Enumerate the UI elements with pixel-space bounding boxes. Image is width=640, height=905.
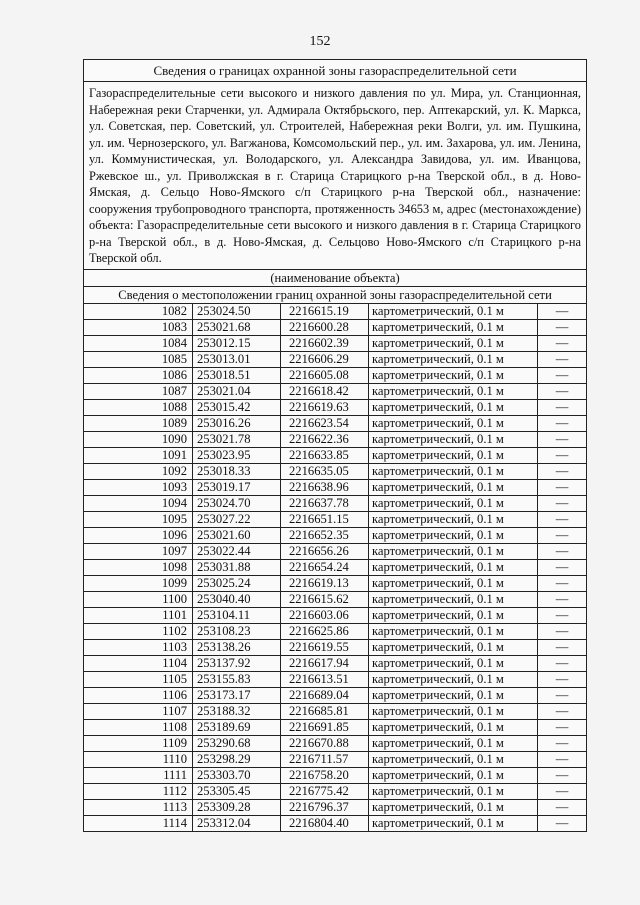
coord-y: 2216638.96 xyxy=(281,479,369,495)
coord-y: 2216615.62 xyxy=(281,591,369,607)
method-cell: картометрический, 0.1 м xyxy=(369,751,538,767)
point-number: 1091 xyxy=(84,447,193,463)
method-cell: картометрический, 0.1 м xyxy=(369,351,538,367)
table-row xyxy=(84,799,586,815)
coord-x: 253024.50 xyxy=(193,304,281,320)
method-cell: картометрический, 0.1 м xyxy=(369,367,538,383)
coord-y: 2216615.19 xyxy=(281,304,369,320)
method-cell: картометрический, 0.1 м xyxy=(369,623,538,639)
method-cell: картометрический, 0.1 м xyxy=(369,319,538,335)
coord-y: 2216618.42 xyxy=(281,383,369,399)
point-number: 1109 xyxy=(84,735,193,751)
coord-x: 253303.70 xyxy=(193,767,281,783)
coord-y: 2216691.85 xyxy=(281,719,369,735)
description-cell: — xyxy=(538,687,587,703)
coord-y: 2216600.28 xyxy=(281,319,369,335)
table-row xyxy=(84,623,586,639)
description-cell: — xyxy=(538,799,587,815)
table-row xyxy=(84,479,586,495)
point-number: 1104 xyxy=(84,655,193,671)
coord-y: 2216603.06 xyxy=(281,607,369,623)
description-cell: — xyxy=(538,495,587,511)
coord-x: 253021.60 xyxy=(193,527,281,543)
point-number: 1095 xyxy=(84,511,193,527)
method-cell: картометрический, 0.1 м xyxy=(369,495,538,511)
point-number: 1087 xyxy=(84,383,193,399)
table-row xyxy=(84,399,586,415)
point-number: 1093 xyxy=(84,479,193,495)
coord-y: 2216637.78 xyxy=(281,495,369,511)
description-cell: — xyxy=(538,351,587,367)
point-number: 1106 xyxy=(84,687,193,703)
method-cell: картометрический, 0.1 м xyxy=(369,783,538,799)
description-cell: — xyxy=(538,304,587,320)
description-cell: — xyxy=(538,479,587,495)
table-row xyxy=(84,335,586,351)
coord-y: 2216625.86 xyxy=(281,623,369,639)
coord-x: 253188.32 xyxy=(193,703,281,719)
coord-x: 253189.69 xyxy=(193,719,281,735)
method-cell: картометрический, 0.1 м xyxy=(369,479,538,495)
coord-x: 253015.42 xyxy=(193,399,281,415)
coord-y: 2216619.55 xyxy=(281,639,369,655)
point-number: 1082 xyxy=(84,304,193,320)
point-number: 1103 xyxy=(84,639,193,655)
description-cell: — xyxy=(538,559,587,575)
point-number: 1084 xyxy=(84,335,193,351)
coord-x: 253022.44 xyxy=(193,543,281,559)
coord-x: 253023.95 xyxy=(193,447,281,463)
coord-y: 2216623.54 xyxy=(281,415,369,431)
point-number: 1085 xyxy=(84,351,193,367)
method-cell: картометрический, 0.1 м xyxy=(369,719,538,735)
coord-y: 2216758.20 xyxy=(281,767,369,783)
coord-x: 253025.24 xyxy=(193,575,281,591)
method-cell: картометрический, 0.1 м xyxy=(369,735,538,751)
table-row xyxy=(84,639,586,655)
method-cell: картометрический, 0.1 м xyxy=(369,431,538,447)
description-cell: — xyxy=(538,767,587,783)
table-row xyxy=(84,415,586,431)
description-cell: — xyxy=(538,591,587,607)
coord-x: 253012.15 xyxy=(193,335,281,351)
table-row xyxy=(84,735,586,751)
coord-y: 2216622.36 xyxy=(281,431,369,447)
coord-x: 253040.40 xyxy=(193,591,281,607)
coord-y: 2216652.35 xyxy=(281,527,369,543)
page-number: 152 xyxy=(309,34,331,49)
coord-y: 2216651.15 xyxy=(281,511,369,527)
point-number: 1105 xyxy=(84,671,193,687)
coord-y: 2216796.37 xyxy=(281,799,369,815)
method-cell: картометрический, 0.1 м xyxy=(369,767,538,783)
point-number: 1092 xyxy=(84,463,193,479)
description-cell: — xyxy=(538,751,587,767)
table-row xyxy=(84,447,586,463)
object-description: Газораспределительные сети высокого и низкого давления по ул. Мира, ул. Станционная, Набережная реки Старченки, ул. Адмирала Октябрьского, пер. Аптекарский, ул. К. Маркса, ул. Советская, пер. Советский, ул. Строителей, Набережная реки Волги, ул. им. Пушкина, ул. им. Чернозерского, ул. Вагжанова, Комсомольский пер., ул. им. Захарова, ул. им. Ленина, ул. Коммунистическая, ул. Володарского, ул. Александра Завидова, ул. им. Иванцова, Ржевское ш., ул. Приволжская в г. Старица Старицкого р-на Тверской обл., в д. Ново-Ямская, д. Сельцо Ново-Ямского с/п Старицкого р-на Тверской обл., назначение: сооружения трубопроводного транспорта, протяженность 34653 м, адрес (местонахождение) объекта: Газораспределительные сети высокого и низкого давления в г. Старица Старицкого р-на Тверской обл., в д. Ново-Ямская, д. Сельцово Ново-Ямского с/п Старицкого р-на Тверской обл. xyxy=(84,82,586,270)
coord-y: 2216804.40 xyxy=(281,815,369,831)
table-row xyxy=(84,543,586,559)
coord-x: 253018.33 xyxy=(193,463,281,479)
coord-y: 2216685.81 xyxy=(281,703,369,719)
point-number: 1112 xyxy=(84,783,193,799)
method-cell: картометрический, 0.1 м xyxy=(369,383,538,399)
coord-x: 253021.68 xyxy=(193,319,281,335)
table-row xyxy=(84,607,586,623)
table-row xyxy=(84,719,586,735)
table-row xyxy=(84,671,586,687)
point-number: 1097 xyxy=(84,543,193,559)
coord-y: 2216606.29 xyxy=(281,351,369,367)
point-number: 1114 xyxy=(84,815,193,831)
method-cell: картометрический, 0.1 м xyxy=(369,687,538,703)
method-cell: картометрический, 0.1 м xyxy=(369,447,538,463)
point-number: 1088 xyxy=(84,399,193,415)
description-cell: — xyxy=(538,607,587,623)
object-name-label: (наименование объекта) xyxy=(84,270,586,287)
table-row xyxy=(84,655,586,671)
coord-x: 253290.68 xyxy=(193,735,281,751)
table-row xyxy=(84,304,586,320)
description-cell: — xyxy=(538,367,587,383)
coord-x: 253021.04 xyxy=(193,383,281,399)
coord-x: 253018.51 xyxy=(193,367,281,383)
coord-x: 253104.11 xyxy=(193,607,281,623)
table-row xyxy=(84,495,586,511)
description-cell: — xyxy=(538,463,587,479)
description-cell: — xyxy=(538,639,587,655)
description-cell: — xyxy=(538,415,587,431)
description-cell: — xyxy=(538,783,587,799)
point-number: 1102 xyxy=(84,623,193,639)
coord-x: 253031.88 xyxy=(193,559,281,575)
location-section-title: Сведения о местоположении границ охранной зоны газораспределительной сети xyxy=(84,287,586,304)
point-number: 1108 xyxy=(84,719,193,735)
document-table xyxy=(83,59,587,832)
table-row xyxy=(84,815,586,831)
coord-y: 2216654.24 xyxy=(281,559,369,575)
method-cell: картометрический, 0.1 м xyxy=(369,415,538,431)
description-cell: — xyxy=(538,527,587,543)
table-row xyxy=(84,367,586,383)
method-cell: картометрический, 0.1 м xyxy=(369,543,538,559)
description-cell: — xyxy=(538,719,587,735)
point-number: 1090 xyxy=(84,431,193,447)
coord-x: 253021.78 xyxy=(193,431,281,447)
method-cell: картометрический, 0.1 м xyxy=(369,703,538,719)
coord-y: 2216619.13 xyxy=(281,575,369,591)
description-cell: — xyxy=(538,447,587,463)
point-number: 1083 xyxy=(84,319,193,335)
description-cell: — xyxy=(538,655,587,671)
description-cell: — xyxy=(555,815,569,830)
point-number: 1094 xyxy=(84,495,193,511)
coord-x: 253312.04 xyxy=(193,815,281,831)
coord-x: 253013.01 xyxy=(193,351,281,367)
coord-y: 2216775.42 xyxy=(281,783,369,799)
table-row xyxy=(84,351,586,367)
method-cell: картометрический, 0.1 м xyxy=(369,511,538,527)
table-row xyxy=(84,383,586,399)
method-cell: картометрический, 0.1 м xyxy=(369,655,538,671)
coord-y: 2216617.94 xyxy=(281,655,369,671)
description-cell: — xyxy=(538,735,587,751)
coord-x: 253305.45 xyxy=(193,783,281,799)
point-number: 1113 xyxy=(84,799,193,815)
description-cell: — xyxy=(538,431,587,447)
method-cell: картометрический, 0.1 м xyxy=(369,559,538,575)
coord-y: 2216635.05 xyxy=(281,463,369,479)
point-number: 1110 xyxy=(84,751,193,767)
description-cell: — xyxy=(538,319,587,335)
coord-x: 253173.17 xyxy=(193,687,281,703)
section-title: Сведения о границах охранной зоны газораспределительной сети xyxy=(84,60,586,82)
description-cell: — xyxy=(538,335,587,351)
description-cell: — xyxy=(538,575,587,591)
method-cell: картометрический, 0.1 м xyxy=(369,639,538,655)
method-cell: картометрический, 0.1 м xyxy=(369,463,538,479)
description-cell: — xyxy=(538,399,587,415)
method-cell: картометрический, 0.1 м xyxy=(369,304,538,320)
coord-y: 2216613.51 xyxy=(281,671,369,687)
coord-x: 253027.22 xyxy=(193,511,281,527)
coord-x: 253024.70 xyxy=(193,495,281,511)
description-cell: — xyxy=(538,623,587,639)
description-cell: — xyxy=(538,543,587,559)
table-row xyxy=(84,575,586,591)
point-number: 1107 xyxy=(84,703,193,719)
coord-x: 253019.17 xyxy=(193,479,281,495)
description-cell: — xyxy=(538,671,587,687)
table-row xyxy=(84,703,586,719)
point-number: 1096 xyxy=(84,527,193,543)
coord-y: 2216689.04 xyxy=(281,687,369,703)
coord-x: 253138.26 xyxy=(193,639,281,655)
coord-x: 253137.92 xyxy=(193,655,281,671)
method-cell: картометрический, 0.1 м xyxy=(369,607,538,623)
coord-y: 2216602.39 xyxy=(281,335,369,351)
method-cell: картометрический, 0.1 м xyxy=(369,815,538,831)
table-row xyxy=(84,319,586,335)
coord-y: 2216711.57 xyxy=(281,751,369,767)
method-cell: картометрический, 0.1 м xyxy=(369,335,538,351)
table-row xyxy=(84,751,586,767)
method-cell: картометрический, 0.1 м xyxy=(369,399,538,415)
coord-x: 253016.26 xyxy=(193,415,281,431)
table-row xyxy=(84,591,586,607)
point-number: 1099 xyxy=(84,575,193,591)
coord-x: 253155.83 xyxy=(193,671,281,687)
coord-y: 2216619.63 xyxy=(281,399,369,415)
description-cell: — xyxy=(538,703,587,719)
point-number: 1111 xyxy=(84,767,193,783)
coord-x: 253309.28 xyxy=(193,799,281,815)
method-cell: картометрический, 0.1 м xyxy=(369,671,538,687)
method-cell: картометрический, 0.1 м xyxy=(369,591,538,607)
table-row xyxy=(84,527,586,543)
coord-x: 253298.29 xyxy=(193,751,281,767)
point-number: 1098 xyxy=(84,559,193,575)
table-row xyxy=(84,767,586,783)
coord-y: 2216670.88 xyxy=(281,735,369,751)
coord-y: 2216656.26 xyxy=(281,543,369,559)
table-row xyxy=(84,559,586,575)
coordinates-table xyxy=(84,304,586,831)
point-number: 1086 xyxy=(84,367,193,383)
point-number: 1101 xyxy=(84,607,193,623)
table-row xyxy=(84,463,586,479)
table-row xyxy=(84,511,586,527)
point-number: 1089 xyxy=(84,415,193,431)
table-row xyxy=(84,783,586,799)
coord-y: 2216605.08 xyxy=(281,367,369,383)
description-cell: — xyxy=(538,383,587,399)
method-cell: картометрический, 0.1 м xyxy=(369,527,538,543)
table-row xyxy=(84,687,586,703)
method-cell: картометрический, 0.1 м xyxy=(369,575,538,591)
point-number: 1100 xyxy=(84,591,193,607)
coord-x: 253108.23 xyxy=(193,623,281,639)
coord-y: 2216633.85 xyxy=(281,447,369,463)
table-row xyxy=(84,431,586,447)
method-cell: картометрический, 0.1 м xyxy=(369,799,538,815)
description-cell: — xyxy=(538,511,587,527)
